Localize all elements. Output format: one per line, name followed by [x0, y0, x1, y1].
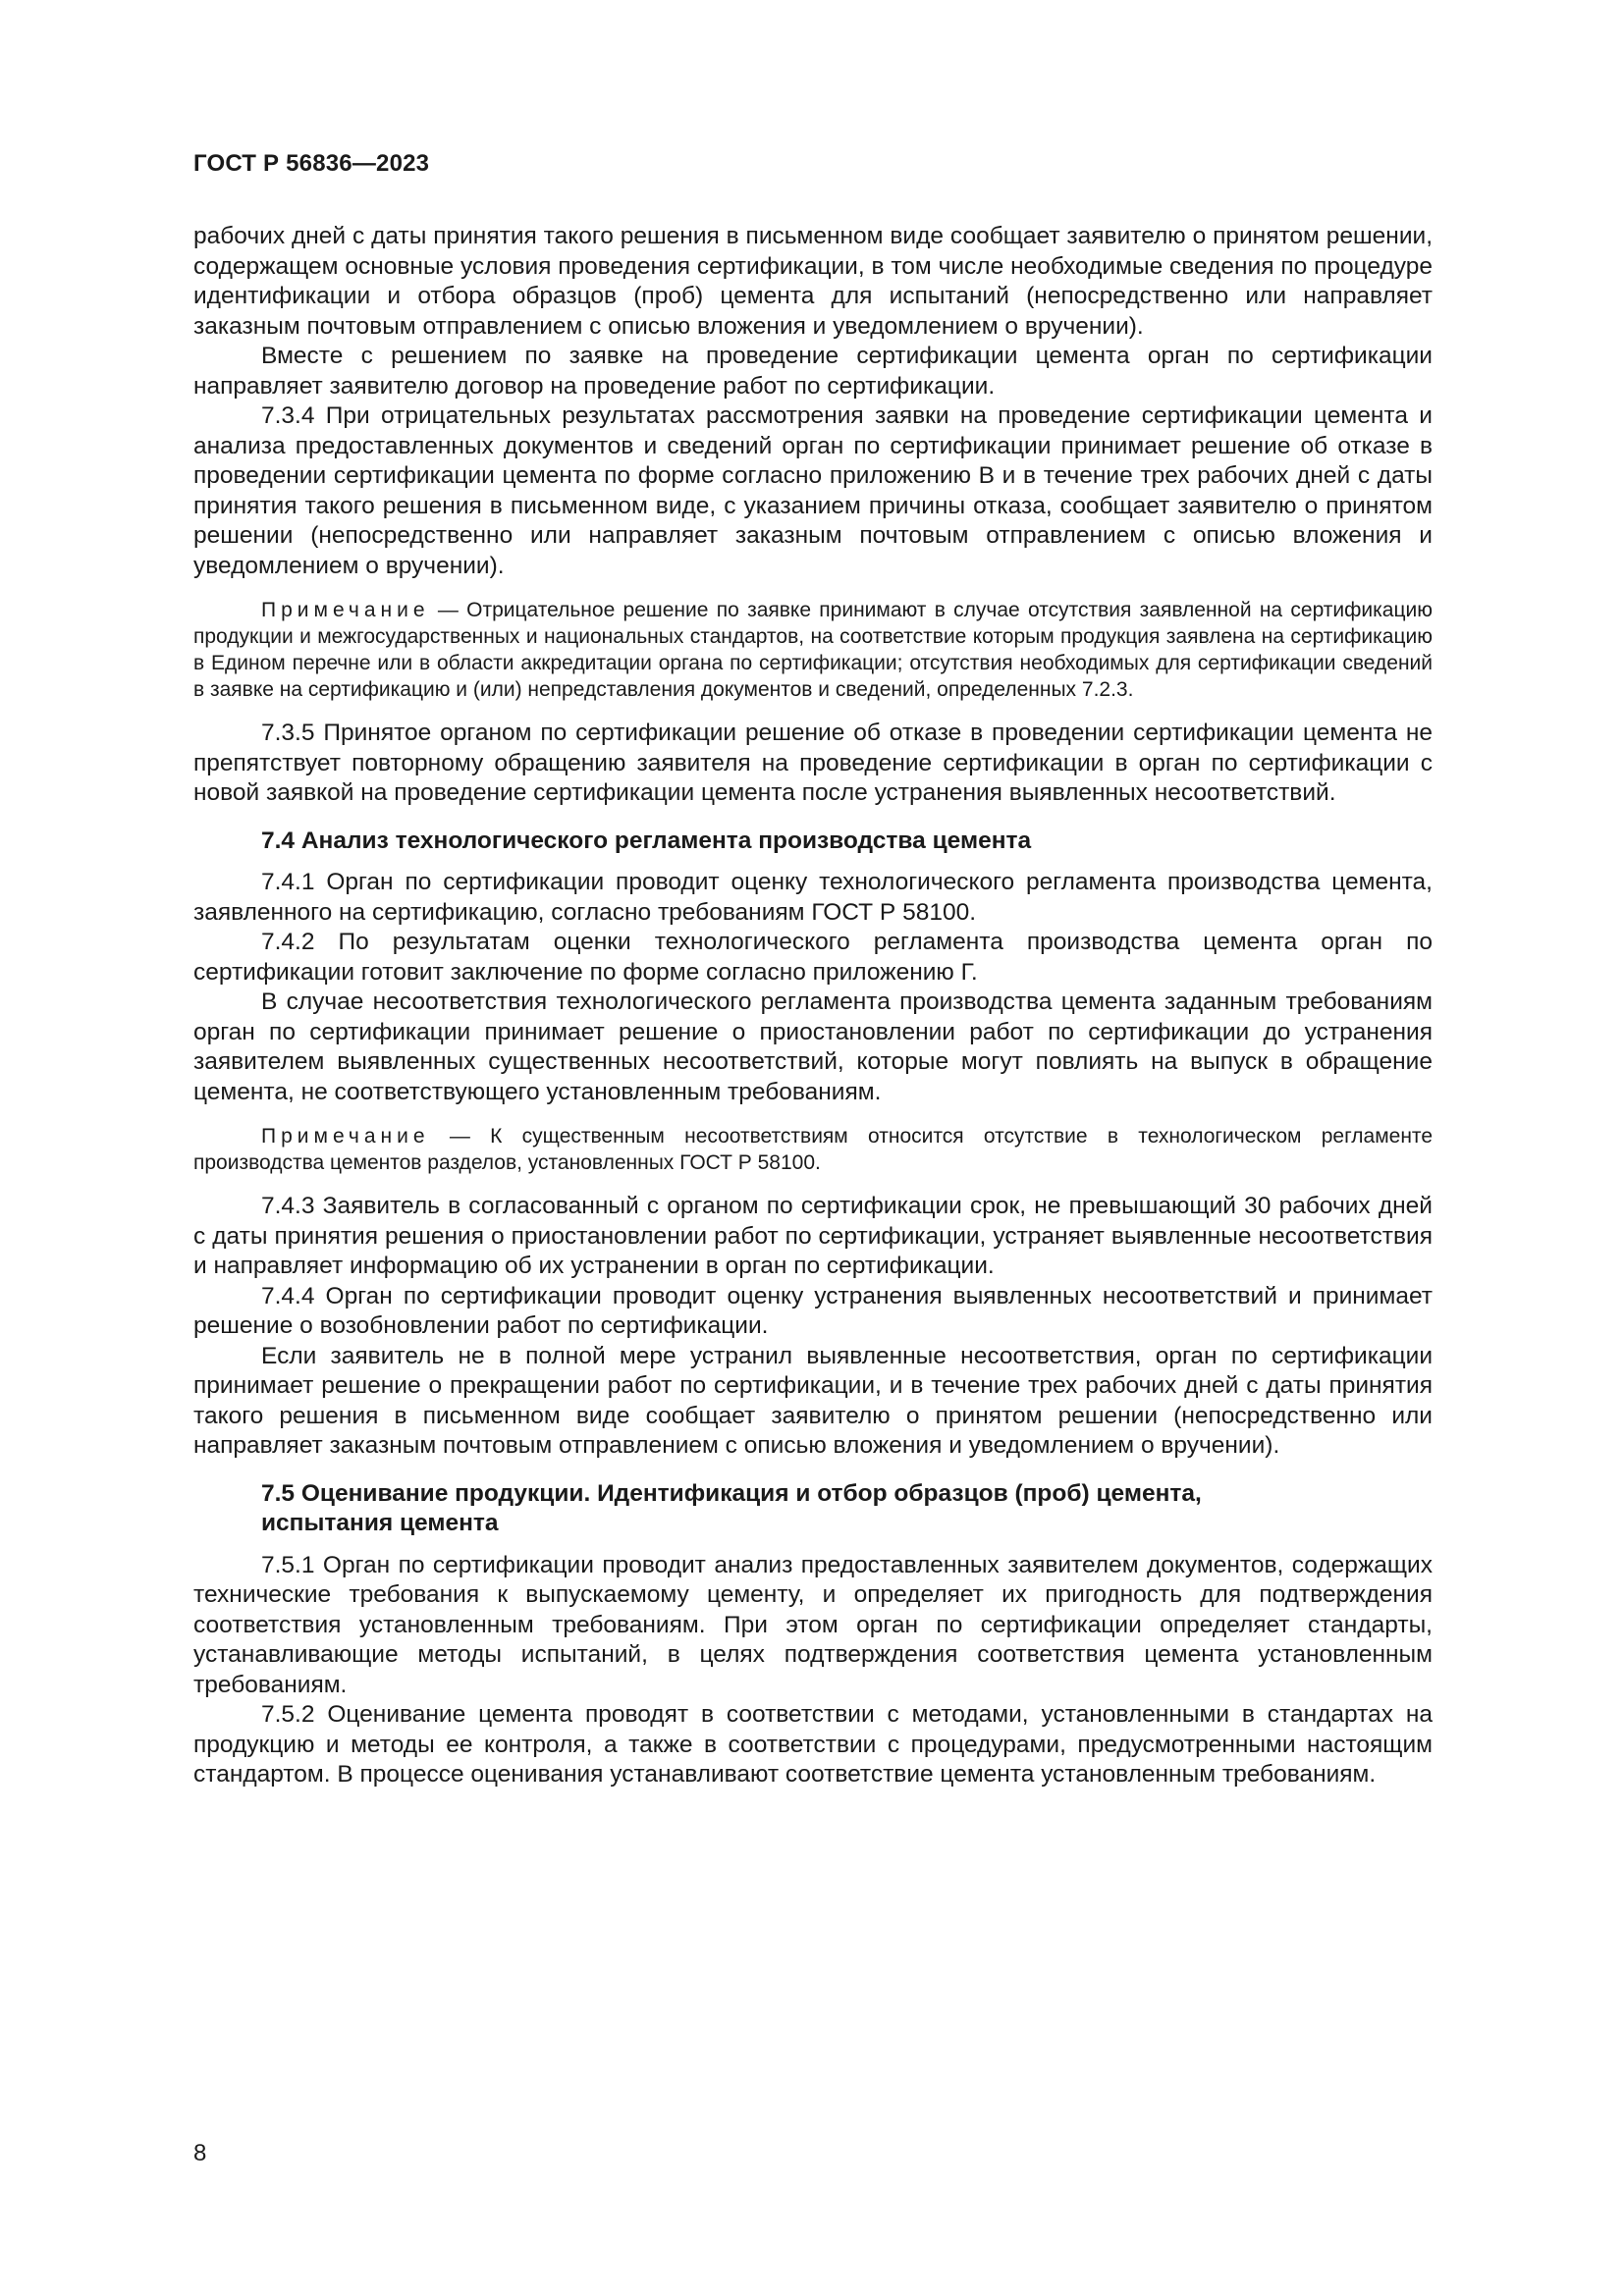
paragraph: В случае несоответствия технологического регламента производства цемента заданным требованиям орган по сертификации принимает решение о приостановлении работ по сертификации до устранения заявителем выявленных существенных несоответствий, которые могут повлиять на выпуск в обращение цемента, не соответствующего установленным требованиям. — [193, 988, 1433, 1105]
page-number: 8 — [193, 2140, 207, 2166]
paragraph: 7.4.1 Орган по сертификации проводит оценку технологического регламента производства цемента, заявленного на сертификацию, согласно требованиям ГОСТ Р 58100. — [193, 869, 1433, 926]
note — [193, 597, 1433, 703]
note-label: Примечание — [261, 1125, 430, 1148]
paragraph: 7.3.5 Принятое органом по сертификации решение об отказе в проведении сертификации цемента не препятствует повторному обращению заявителя на проведение сертификации в орган по сертификации с новой заявкой на проведение сертификации цемента после устранения выявленных несоответствий. — [193, 720, 1433, 806]
document-body — [193, 222, 1433, 1790]
paragraph: Если заявитель не в полной мере устранил выявленные несоответствия, орган по сертификации принимает решение о прекращении работ по сертификации, и в течение трех рабочих дней с даты принятия такого решения в письменном виде сообщает заявителю о принятом решении (непосредственно или направляет заказным почтовым отправлением с описью вложения и уведомлением о вручении). — [193, 1342, 1433, 1459]
paragraph: 7.4.4 Орган по сертификации проводит оценку устранения выявленных несоответствий и принимает решение о возобновлении работ по сертификации. — [193, 1282, 1433, 1339]
paragraph: 7.4.3 Заявитель в согласованный с органом по сертификации срок, не превышающий 30 рабочих дней с даты принятия решения о приостановлении работ по сертификации, устраняет выявленные несоответствия и направляет информацию об их устранении в орган по сертификации. — [193, 1193, 1433, 1279]
note-label: Примечание — [261, 599, 430, 621]
paragraph: рабочих дней с даты принятия такого решения в письменном виде сообщает заявителю о принятом решении, содержащем основные условия проведения сертификации, в том числе необходимые сведения по процедуре идентификации и отбора образцов (проб) цемента для испытаний (непосредственно или направляет заказным почтовым отправлением с описью вложения и уведомлением о вручении). — [193, 223, 1433, 340]
section-heading-line: 7.5 Оценивание продукции. Идентификация и отбор образцов (проб) цемента, — [261, 1479, 1202, 1507]
section-heading-line: испытания цемента — [261, 1510, 499, 1536]
paragraph: Вместе с решением по заявке на проведение сертификации цемента орган по сертификации направляет заявителю договор на проведение работ по сертификации. — [193, 343, 1433, 400]
document-header: ГОСТ Р 56836—2023 — [193, 150, 430, 177]
section-heading — [193, 827, 1433, 857]
paragraph: 7.5.1 Орган по сертификации проводит анализ предоставленных заявителем документов, содержащих технические требования к выпускаемому цементу, и определяет их пригодность для подтверждения соответствия установленным требованиям. При этом орган по сертификации определяет стандарты, устанавливающие методы испытаний, в целях подтверждения соответствия цемента установленным требованиям. — [193, 1551, 1433, 1698]
paragraph: 7.3.4 При отрицательных результатах рассмотрения заявки на проведение сертификации цемента и анализа предоставленных документов и сведений орган по сертификации принимает решение об отказе в проведении сертификации цемента по форме согласно приложению В и в течение трех рабочих дней с даты принятия такого решения в письменном виде, с указанием причины отказа, сообщает заявителю о принятом решении (непосредственно или направляет заказным почтовым отправлением с описью вложения и уведомлением о вручении). — [193, 402, 1433, 579]
note — [193, 1123, 1433, 1176]
note-text: — К существенным несоответствиям относится отсутствие в технологическом регламенте производства цементов разделов, установленных ГОСТ Р 58100. — [193, 1125, 1433, 1174]
paragraph: 7.5.2 Оценивание цемента проводят в соответствии с методами, установленными в стандартах на продукцию и методы ее контроля, а также в соответствии с процедурами, предусмотренными настоящим стандартом. В процессе оценивания устанавливают соответствие цемента установленным требованиям. — [193, 1701, 1433, 1788]
section-heading-line: 7.4 Анализ технологического регламента производства цемента — [261, 827, 1032, 854]
note-text: — Отрицательное решение по заявке принимают в случае отсутствия заявленной на сертификацию продукции и межгосударственных и национальных стандартов, на соответствие которым продукция заявлена на сертификацию в Едином перечне или в области аккредитации органа по сертификации; отсутствия необходимых для сертификации сведений в заявке на сертификацию и (или) непредставления документов и сведений, определенных 7.2.3. — [193, 599, 1433, 701]
paragraph: 7.4.2 По результатам оценки технологического регламента производства цемента орган по сертификации готовит заключение по форме согласно приложению Г. — [193, 929, 1433, 986]
section-heading — [193, 1479, 1433, 1539]
